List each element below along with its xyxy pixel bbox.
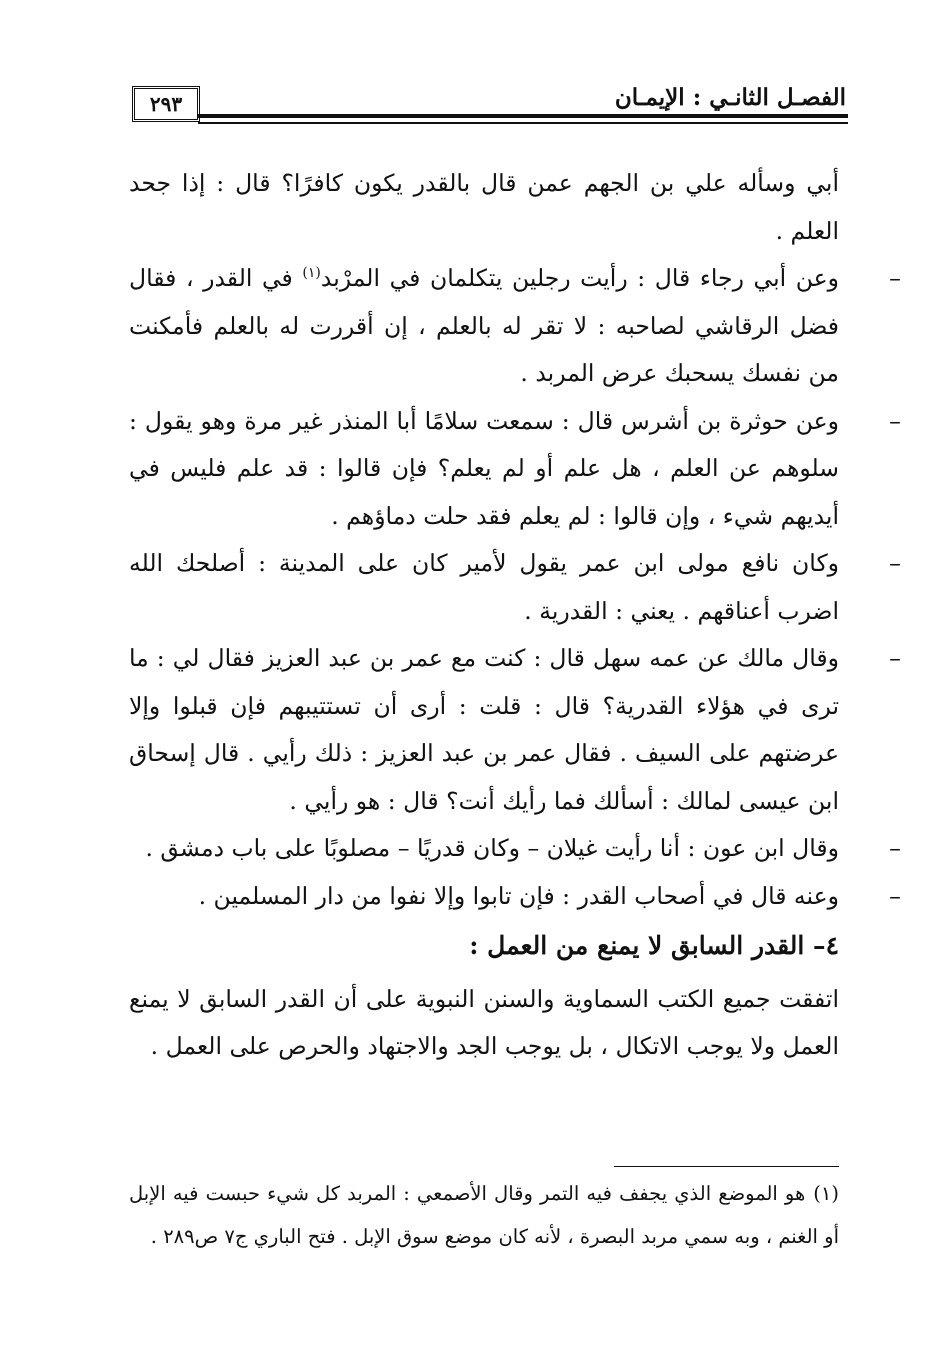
list-item	[129, 825, 901, 873]
footnote-separator	[614, 1166, 839, 1167]
page-header	[128, 84, 848, 134]
header-rule-thin	[198, 122, 848, 124]
item-dash: –	[889, 834, 901, 862]
footnote-reference[interactable]: (١)	[302, 265, 321, 282]
list-item	[129, 635, 901, 825]
item-text-continued: في القدر ، فقال فضل الرقاشي لصاحبه : لا تقر له بالعلم ، إن أقررت له بالعلم فأمكنت من نفسك يسحبك عرض المربد .	[129, 264, 839, 387]
item-text: وعن أبي رجاء قال : رأيت رجلين يتكلمان في المرْبد	[320, 264, 840, 292]
list-item	[129, 255, 901, 398]
main-text	[129, 160, 901, 1071]
item-dash: –	[889, 881, 901, 910]
item-text: وعنه قال في أصحاب القدر : فإن تابوا وإلا نفوا من دار المسلمين .	[198, 881, 839, 910]
list-item	[129, 540, 901, 635]
footnote-marker: (١)	[813, 1182, 839, 1205]
item-dash: –	[889, 406, 901, 435]
list-item	[129, 398, 901, 541]
page-number: ٢٩٣	[132, 86, 200, 122]
section-heading: ٤– القدر السابق لا يمنع من العمل :	[469, 931, 839, 960]
list-item	[129, 873, 901, 921]
item-text: وكان نافع مولى ابن عمر يقول لأمير كان على المدينة : أصلحك الله اضرب أعناقهم . يعني : القدرية .	[129, 549, 839, 625]
section-paragraph: اتفقت جميع الكتب السماوية والسنن النبوية على أن القدر السابق لا يمنع العمل ولا يوجب الاتكال ، بل يوجب الجد والاجتهاد والحرص على العمل .	[129, 984, 839, 1060]
chapter-title: الفصـل الثانـي : الإيمـان	[614, 84, 846, 111]
item-text: وقال ابن عون : أنا رأيت غيلان – وكان قدريًا – مصلوبًا على باب دمشق .	[145, 834, 839, 862]
footnote-text: هو الموضع الذي يجفف فيه التمر وقال الأصمعي : المربد كل شيء حبست فيه الإبل أو الغنم ، وبه سمي مربد البصرة ، لأنه كان موضع سوق الإبل . فتح الباري ج٧ ص٢٨٩ .	[129, 1182, 839, 1248]
header-rule-thick	[198, 114, 848, 118]
item-dash: –	[889, 549, 901, 577]
item-dash: –	[889, 264, 901, 292]
footnote	[129, 1172, 839, 1258]
item-text: وعن حوثرة بن أشرس قال : سمعت سلامًا أبا المنذر غير مرة وهو يقول : سلوهم عن العلم ، هل علم أو لم يعلم؟ فإن قالوا : قد علم فليس في أيديهم شيء ، وإن قالوا : لم يعلم فقد حلت دماؤهم .	[129, 406, 839, 530]
item-text: وقال مالك عن عمه سهل قال : كنت مع عمر بن عبد العزيز فقال لي : ما ترى في هؤلاء القدرية؟ قال : قلت : أرى أن تستتيبهم فإن قبلوا وإلا عرضتهم على السيف . فقال عمر بن عبد العزيز : ذلك رأيي . قال إسحاق ابن عيسى لمالك : أسألك فما رأيك أنت؟ قال : هو رأيي .	[129, 644, 839, 815]
item-dash: –	[889, 644, 901, 672]
intro-paragraph: أبي وسأله علي بن الجهم عمن قال بالقدر يكون كافرًا؟ قال : إذا جحد العلم .	[129, 169, 839, 245]
